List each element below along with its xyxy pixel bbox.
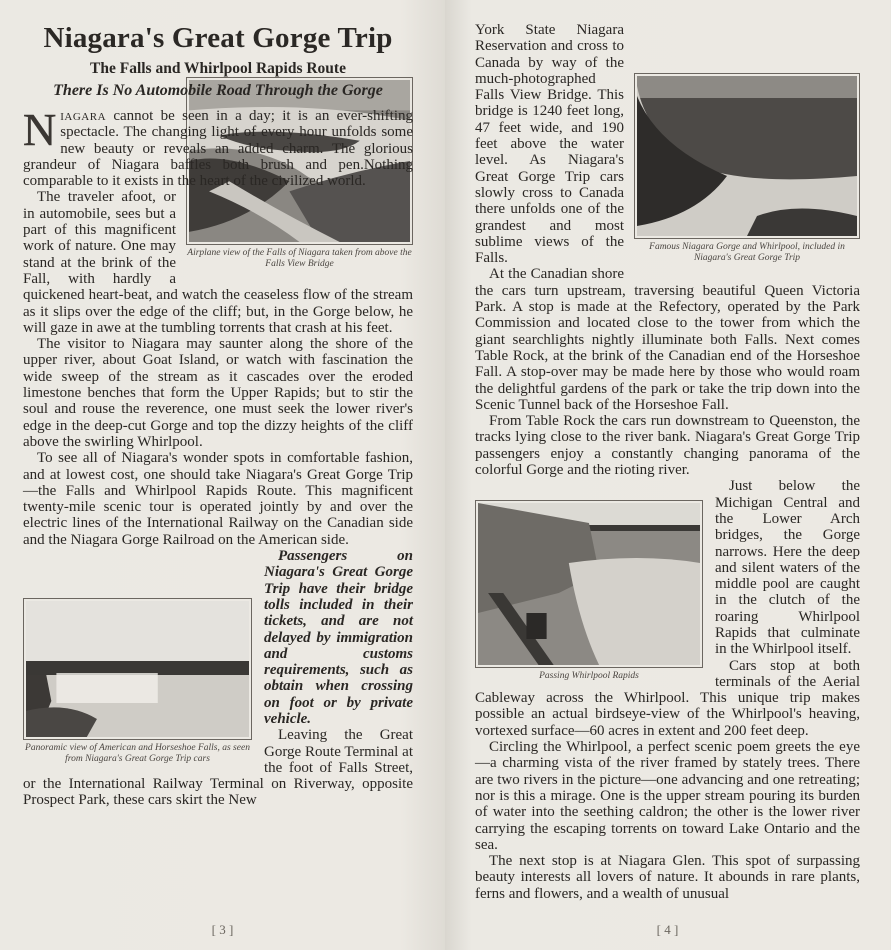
paragraph-aerial-cableway: Cars stop at both terminals of the Aerial Cableway across the Whirlpool. This unique trip makes possible an actual birdseye-view of the Whirlpool's heaving, vortexed surface—60 acres in extent and 200 feet deep.	[475, 657, 860, 739]
page-number: [ 4 ]	[656, 922, 679, 937]
paragraph-table-rock: From Table Rock the cars run downstream to Queenston, the tracks lying close to the river bank. Niagara's Great Gorge Trip passengers enjoy a constantly changing panorama of the colorful Gorge and the rioting river.	[475, 413, 860, 479]
figure-caption: Airplane view of the Falls of Niagara taken from above the Falls View Bridge	[187, 248, 412, 270]
paragraph-visitor: The visitor to Niagara may saunter along the shore of the upper river, about Goat Island, or watch with fascination the wide sweep of the stream as it cascades over the eroded limestone benches that form the Upper Rapids; but to stir the soul and rouse the reverence, one must seek the lower river's edge in the deep-cut Gorge and top the dizzy heights of the cliff above the swirling Whirlpool.	[23, 336, 413, 450]
photo-frame	[23, 598, 252, 740]
page-subtitle: The Falls and Whirlpool Rapids Route	[90, 60, 346, 77]
lead-smallcaps: iagara	[60, 108, 107, 124]
page-3-content	[23, 20, 413, 809]
gorge-whirlpool-photo	[637, 76, 857, 236]
page-title: Niagara's Great Gorge Trip	[43, 22, 393, 54]
figure-gorge-whirlpool	[634, 73, 860, 264]
paragraph-falls-view-bridge: York State Niagara Reservation and cross to Canada by way of the much-photographed Falls View Bridge. This bridge is 1240 feet long, 47 feet wide, and 190 feet above the water level. As Niagara's Great Gorge Trip cars slowly cross to Canada there unfolds one of the grandest and most sublime views of the Falls.	[475, 22, 624, 267]
figure-caption: Famous Niagara Gorge and Whirlpool, included in Niagara's Great Gorge Trip	[649, 242, 845, 263]
page-number: [ 3 ]	[211, 922, 234, 937]
drop-cap: N	[23, 104, 57, 155]
paragraph-leaving-terminal: Leaving the Great Gorge Route Terminal at the foot of Falls Street, or the International Railway Terminal on Riverway, opposite Prospect Park, these cars skirt the New	[23, 727, 413, 809]
figure-caption: Panoramic view of American and Horseshoe Falls, as seen from Niagara's Great Gorge Trip cars	[25, 743, 250, 765]
page-4-content	[475, 22, 860, 902]
figure-whirlpool-rapids	[475, 500, 703, 682]
paragraph-canadian-shore: At the Canadian shore the cars turn upstream, traversing beautiful Queen Victoria Park. A stop is made at the Refectory, operated by the Park Commission and located close to the tower from which the giant searchlights nightly illuminate both Falls. Next comes Table Rock, at the brink of the Canadian end of the Horseshoe Fall. A stop-over may be made here by those who would roam the delightful gardens of the park or take the trip down into the Scenic Tunnel back of the Horseshoe Fall.	[475, 266, 860, 413]
photo-frame	[634, 73, 860, 239]
paragraph-traveler: The traveler afoot, or in automobile, sees but a part of this magnificent work of nature. One may stand at the brink of the Fall, with hardly a quickened heart-beat, and watch the ceaseless flow of the stream as it slips over the edge of the cliff; but, in the Gorge below, he will gaze in awe at the tumbling torrents that crash at his feet.	[23, 189, 413, 336]
falls-panorama-photo	[26, 601, 249, 737]
paragraph-circling-whirlpool: Circling the Whirlpool, a perfect scenic poem greets the eye—a charming vista of the river framed by stately trees. There are two rivers in the picture—one advancing and one retreating; nor is this a mirage. One is the upper stream pouring its burden of water into the seething caldron; the other is the lower river carrying the escaping torrents on toward Lake Ontario and the sea.	[475, 739, 860, 853]
figure-caption: Passing Whirlpool Rapids	[539, 671, 639, 682]
paragraph-wonder-spots: To see all of Niagara's wonder spots in comfortable fashion, and at lowest cost, one should take Niagara's Great Gorge Trip—the Falls and Whirlpool Rapids Route. This magnificent twenty-mile scenic tour is operated jointly by and over the electric lines of the International Railway on the Canadian side and the Niagara Gorge Railroad on the American side.	[23, 450, 413, 548]
page-4	[445, 0, 890, 950]
whirlpool-rapids-photo	[478, 503, 700, 665]
figure-panoramic-view	[23, 598, 252, 765]
page-3	[0, 0, 445, 950]
intro-paragraph	[23, 104, 413, 190]
intro-text: cannot be seen in a day; it is an ever-shifting spectacle. The changing light of every hour unfolds some new beauty or reveals an added charm. The glorious grandeur of Niagara baffles both brush and pen.Nothing comparable to it exists in the heart of the civilized world.	[23, 108, 413, 190]
paragraph-niagara-glen: The next stop is at Niagara Glen. This spot of surpassing beauty interests all lovers of nature. It abounds in rare plants, ferns and flowers, and a wealth of unusual	[475, 853, 860, 902]
page-tagline: There Is No Automobile Road Through the Gorge	[53, 82, 383, 99]
paragraph-bridge-tolls: Passengers on Niagara's Great Gorge Trip have their bridge tolls included in their tickets, and are not delayed by immigration and customs requirements, such as obtain when crossing on foot or by private vehicle.	[264, 548, 413, 727]
paragraph-michigan-central: Just below the Michigan Central and the Lower Arch bridges, the Gorge narrows. Here the deep and silent waters of the middle pool are caught in the clutch of the roaring Whirlpool Rapids that culminate in the Whirlpool itself.	[715, 478, 860, 658]
photo-frame	[475, 500, 703, 668]
